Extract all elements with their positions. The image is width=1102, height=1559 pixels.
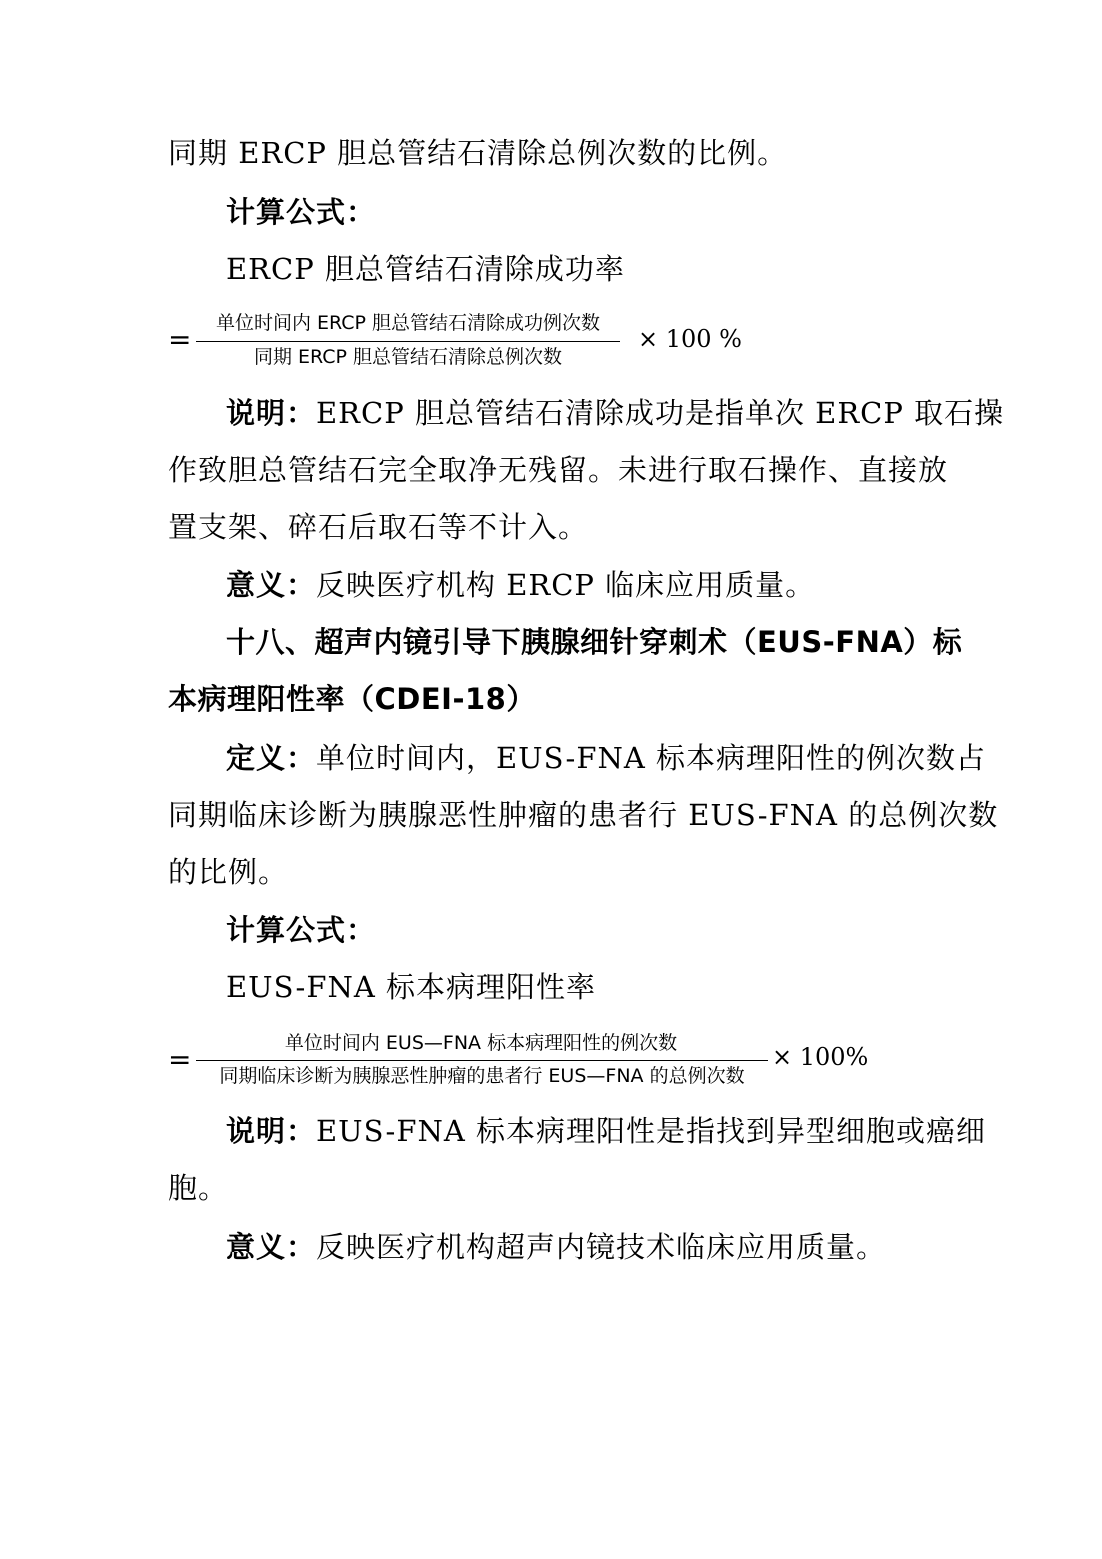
formula-label: 计算公式： <box>226 195 377 229</box>
definition-line: 的比例。 <box>168 855 289 889</box>
explanation-text: ERCP 胆总管结石清除成功是指单次 ERCP 取石操 <box>316 396 1005 430</box>
equals-sign: = <box>168 323 192 356</box>
formula-ercp <box>168 308 768 372</box>
explanation-label: 说明： <box>226 396 317 430</box>
formula-numerator: 单位时间内 ERCP 胆总管结石清除成功例次数 <box>215 312 601 334</box>
fraction-bar <box>196 1060 768 1061</box>
explanation-label: 说明： <box>226 1114 317 1148</box>
section-heading: 十八、超声内镜引导下胰腺细针穿刺术（EUS-FNA）标 <box>226 625 963 659</box>
formula-name: ERCP 胆总管结石清除成功率 <box>226 252 625 286</box>
formula-numerator: 单位时间内 EUS—FNA 标本病理阳性的例次数 <box>284 1032 678 1054</box>
formula-label: 计算公式： <box>226 913 377 947</box>
meaning-line <box>226 1227 936 1267</box>
section-heading: 本病理阳性率（CDEI-18） <box>168 682 536 716</box>
definition-text: 单位时间内，EUS-FNA 标本病理阳性的例次数占 <box>316 741 987 775</box>
paragraph-continuation: 同期 ERCP 胆总管结石清除总例次数的比例。 <box>168 136 788 170</box>
meaning-line <box>226 565 936 605</box>
formula-multiplier: × 100% <box>772 1043 869 1071</box>
explanation-line <box>226 393 1005 433</box>
definition-label: 定义： <box>226 741 317 775</box>
equals-sign: = <box>168 1043 192 1076</box>
meaning-text: 反映医疗机构 ERCP 临床应用质量。 <box>316 568 816 602</box>
formula-name: EUS-FNA 标本病理阳性率 <box>226 970 596 1004</box>
explanation-line: 胞。 <box>168 1171 229 1205</box>
explanation-line: 作致胆总管结石完全取净无残留。未进行取石操作、直接放 <box>168 453 949 487</box>
formula-eus-fna <box>168 1028 888 1092</box>
formula-denominator: 同期 ERCP 胆总管结石清除总例次数 <box>253 346 563 368</box>
explanation-text: EUS-FNA 标本病理阳性是指找到异型细胞或癌细 <box>316 1114 987 1148</box>
explanation-line: 置支架、碎石后取石等不计入。 <box>168 510 589 544</box>
meaning-text: 反映医疗机构超声内镜技术临床应用质量。 <box>316 1230 887 1264</box>
formula-denominator: 同期临床诊断为胰腺恶性肿瘤的患者行 EUS—FNA 的总例次数 <box>219 1065 745 1087</box>
definition-line <box>226 738 987 778</box>
fraction-bar <box>196 341 620 342</box>
definition-line: 同期临床诊断为胰腺恶性肿瘤的患者行 EUS-FNA 的总例次数 <box>168 798 999 832</box>
meaning-label: 意义： <box>226 1230 317 1264</box>
meaning-label: 意义： <box>226 568 317 602</box>
formula-multiplier: × 100 % <box>638 325 742 353</box>
explanation-line <box>226 1111 987 1151</box>
